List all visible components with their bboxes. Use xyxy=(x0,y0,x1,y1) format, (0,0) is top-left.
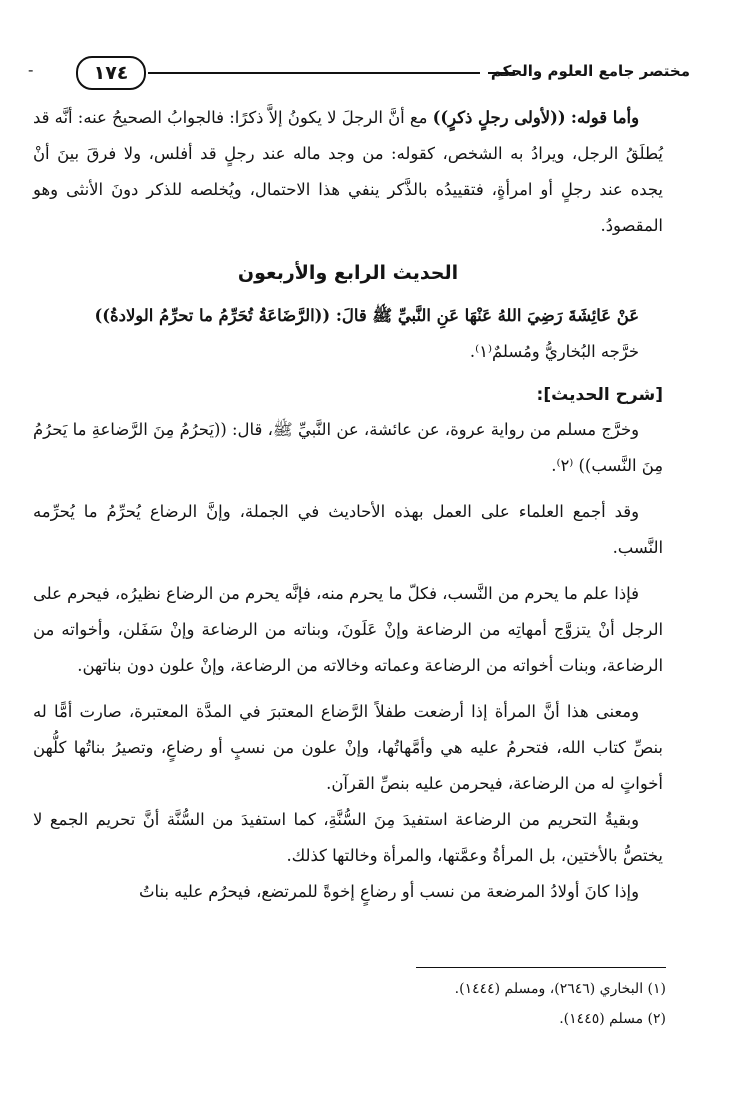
sharh-heading: [شرح الحديث]: xyxy=(536,385,663,405)
paragraph-3: وقد أجمع العلماء على العمل بهذه الأحاديث في الجملة، وإنَّ الرضاع يُحرِّمُ ما يُحرِّمه النَّسب. xyxy=(33,502,663,557)
paragraph-1-quote: ((لأولى رجلٍ ذكرٍ)) xyxy=(432,108,566,127)
paragraph-4: فإذا علم ما يحرم من النَّسب، فكلّ ما يحرم منه، فإنَّه يحرم من الرضاع نظيرُه، فيحرم على الرجل أنْ يتزوَّج أمهاتِه من الرضاعة وإنْ عَلَونَ، وبناته من الرضاعة وإنْ سَفَلن، وأخواته من الرضاعة، وبنات أخواته من الرضاعة وعماته وخالاته من الرضاعة، وإنْ علون دون بناتهن. xyxy=(33,584,663,675)
footnote-1: (١) البخاري (٢٦٤٦)، ومسلم (١٤٤٤). xyxy=(454,981,666,997)
footnote-2: (٢) مسلم (١٤٤٥). xyxy=(559,1011,666,1027)
paragraph-6: وبقيةُ التحريم من الرضاعة استفيدَ مِنَ السُّنَّةِ، كما استفيدَ من السُّنَّة أنَّ تحريم الجمع لا يختصُّ بالأختين، بل المرأةُ وعمَّتها، والمرأة وخالتها كذلك. xyxy=(33,810,663,865)
book-title: مختصر جامع العلوم والحكم xyxy=(490,62,690,80)
footnotes xyxy=(330,974,666,1034)
footnote-divider xyxy=(416,967,666,968)
header-rule-long xyxy=(148,72,480,74)
sharh-heading-wrap xyxy=(33,370,663,412)
paragraph-1-lead: وأما قوله: xyxy=(570,108,639,127)
section-heading: الحديث الرابع والأربعون xyxy=(237,262,459,284)
paragraph-7: وإذا كانَ أولادُ المرضعة من نسب أو رضاعٍ إخوةً للمرتضع، فيحرُم عليه بناتُ xyxy=(139,882,639,901)
header-rule-short xyxy=(488,72,515,74)
paragraph-1-rest: مع أنَّ الرجلَ لا يكونُ إلاَّ ذكرًا: فالجوابُ الصحيحُ عنه: أنَّه قد يُطلَقُ الرجل، ويرادُ به الشخص، كقوله: من وجد ماله عند رجلٍ قد أفلس، ولا فرقَ بينَ أنْ يجده عند رجلٍ أو امرأةٍ، فتقييدُه بالذَّكر ينفي هذا الاحتمال، ويُخلصه للذكر دونَ الأنثى وهو المقصودُ. xyxy=(33,108,663,235)
hadith-takhrij: خرَّجه البُخاريُّ ومُسلمٌ⁽١⁾. xyxy=(469,342,639,361)
running-header xyxy=(28,56,690,96)
paragraph-2: وخرَّج مسلم من رواية عروة، عن عائشة، عن النَّبيِّ ﷺ، قال: ((يَحرُمُ مِنَ الرَّضاعةِ ما يَحرُمُ مِنَ النَّسب)) ⁽٢⁾. xyxy=(33,420,663,475)
page-number: ١٧٤ xyxy=(76,56,146,90)
header-dash: - xyxy=(28,60,34,79)
paragraph-1 xyxy=(33,100,663,244)
paragraph-5: ومعنى هذا أنَّ المرأة إذا أرضعت طفلاً الرَّضاع المعتبرَ في المدَّة المعتبرة، صارت أمًّا له بنصِّ كتاب الله، فتحرمُ عليه هي وأمَّهاتُها، وإنْ علون من نسبٍ أو رضاعٍ، وتصيرُ بناتُها كلُّهن أخواتٍ له من الرضاعة، فيحرمن عليه بنصِّ القرآن. xyxy=(33,702,663,793)
main-text xyxy=(33,100,663,910)
hadith-text: عَنْ عَائِشَةَ رَضِيَ اللهُ عَنْهَا عَنِ النَّبيِّ ﷺ قالَ: ((الرَّضَاعَةُ تُحَرِّمُ ما تحرِّمُ الولادةُ)) xyxy=(94,306,639,325)
